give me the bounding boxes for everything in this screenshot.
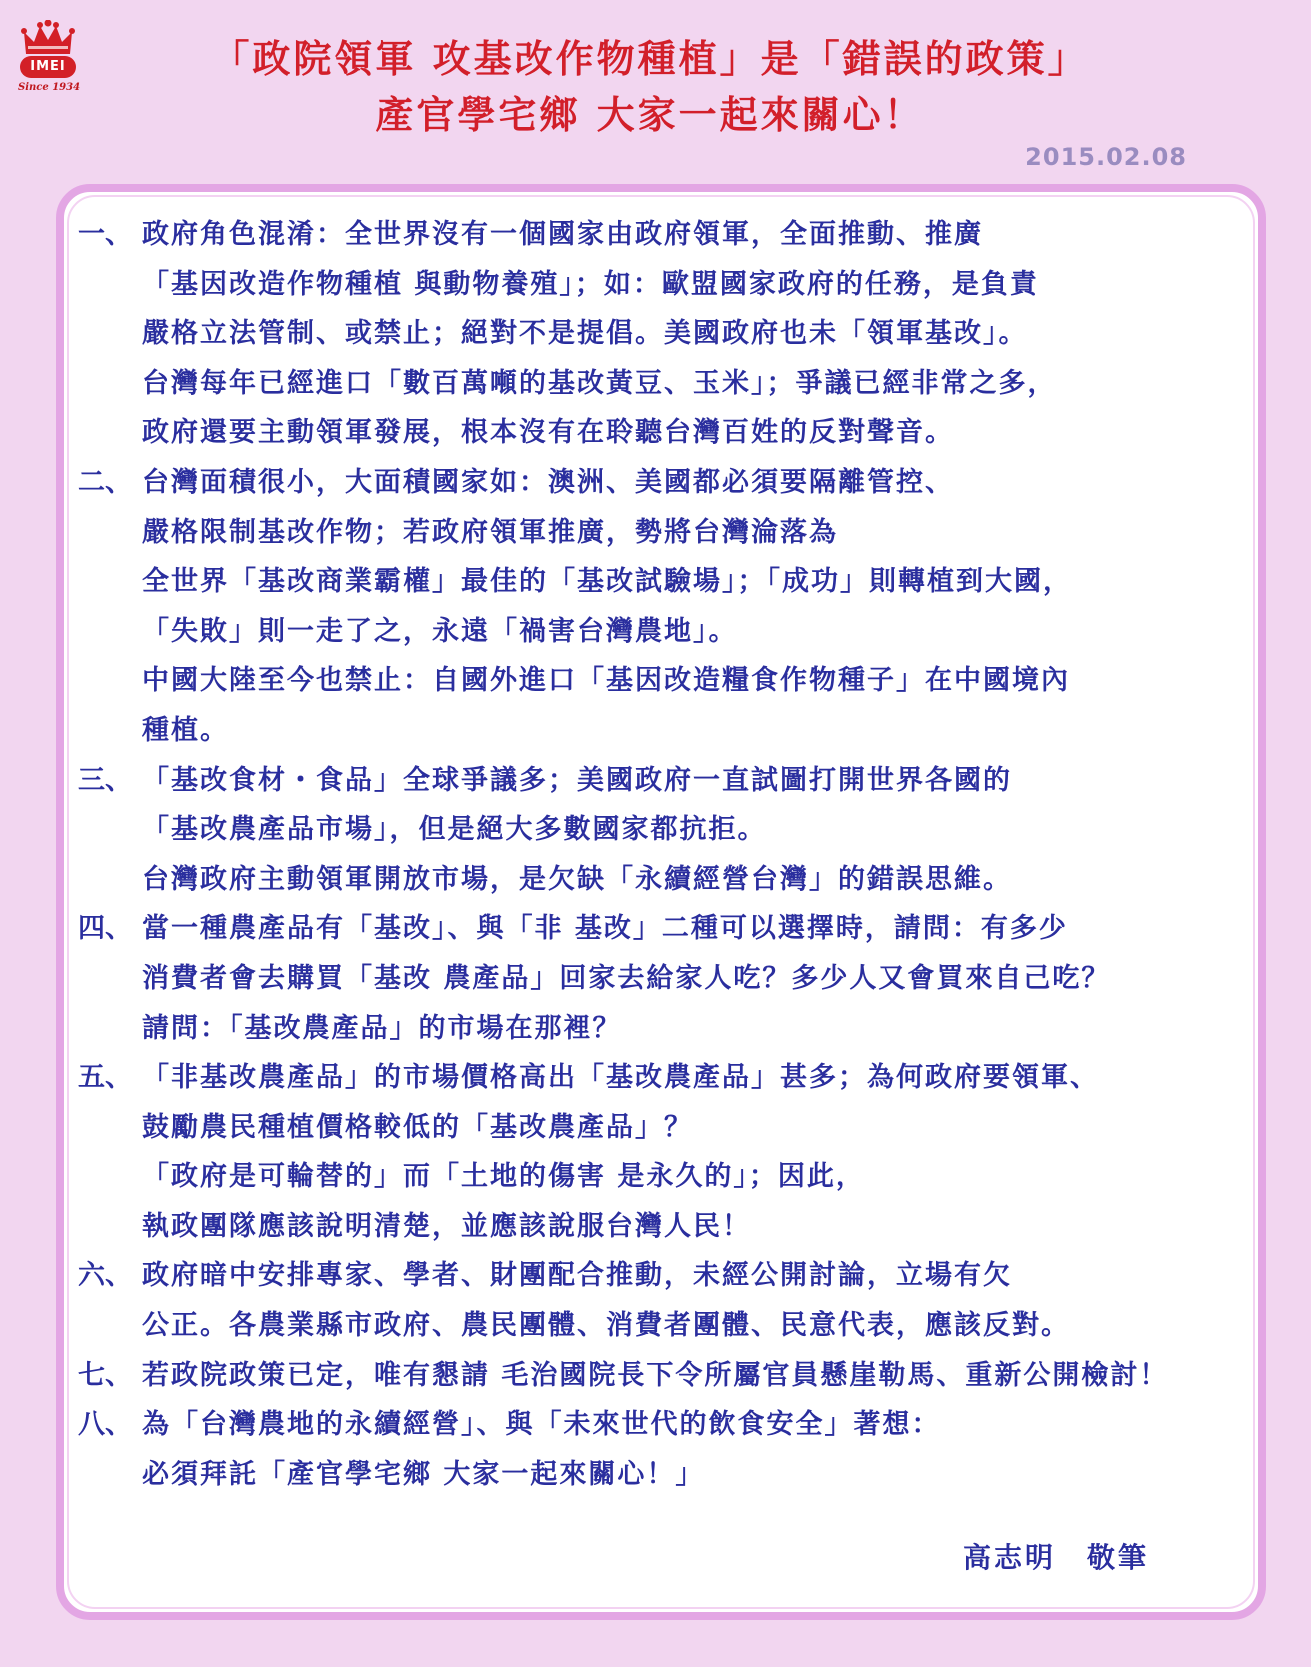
logo-since-text: Since 1934 bbox=[17, 82, 81, 93]
statement-number: 七、 bbox=[78, 1359, 132, 1391]
statement-line: 台灣面積很小，大面積國家如：澳洲、美國都必須要隔離管控、 bbox=[142, 466, 954, 498]
author-signature: 高志明 敬筆 bbox=[962, 1541, 1149, 1574]
statement-number: 三、 bbox=[78, 764, 132, 796]
statement-line: 「政府是可輪替的」而「土地的傷害 是永久的」；因此， bbox=[142, 1161, 865, 1193]
statement-line: 「非基改農產品」的市場價格高出「基改農產品」甚多；為何政府要領軍、 bbox=[142, 1062, 1099, 1094]
statement-line: 「基改食材・食品」全球爭議多；美國政府一直試圖打開世界各國的 bbox=[142, 764, 1012, 796]
statement-item bbox=[78, 904, 1278, 1053]
statement-line: 「基改農產品市場」，但是絕大多數國家都抗拒。 bbox=[142, 814, 767, 846]
statement-number: 二、 bbox=[78, 466, 132, 498]
statement-line: 當一種農產品有「基改」、與「非 基改」二種可以選擇時，請問：有多少 bbox=[142, 913, 1068, 945]
statement-line: 消費者會去購買「基改 農產品」回家去給家人吃？多少人又會買來自己吃？ bbox=[142, 962, 1111, 994]
statement-number: 一、 bbox=[78, 219, 132, 250]
statement-item bbox=[78, 1400, 1278, 1499]
statement-item bbox=[78, 1251, 1278, 1350]
statement-line: 政府暗中安排專家、學者、財團配合推動，未經公開討論，立場有欠 bbox=[142, 1260, 1012, 1292]
statement-line: 「失敗」則一走了之，永遠「禍害台灣農地」。 bbox=[142, 615, 738, 647]
statement-line: 政府還要主動領軍發展，根本沒有在聆聽台灣百姓的反對聲音。 bbox=[142, 417, 954, 449]
statement-number: 八、 bbox=[78, 1409, 132, 1441]
statement-line: 若政院政策已定，唯有懇請 毛治國院長下令所屬官員懸崖勒馬、重新公開檢討！ bbox=[142, 1359, 1169, 1391]
headline-line-1: 「政院領軍 攻基改作物種植」是「錯誤的政策」 bbox=[211, 37, 1089, 81]
statement-line: 台灣政府主動領軍開放市場，是欠缺「永續經營台灣」的錯誤思維。 bbox=[142, 863, 1012, 895]
statement-item bbox=[78, 1351, 1278, 1401]
statement-line: 執政團隊應該說明清楚，並應該說服台灣人民！ bbox=[142, 1210, 751, 1242]
statement-item bbox=[78, 458, 1278, 756]
statement-line: 嚴格立法管制、或禁止；絕對不是提倡。美國政府也未「領軍基改」。 bbox=[142, 318, 1028, 350]
statement-line: 中國大陸至今也禁止：自國外進口「基因改造糧食作物種子」在中國境內 bbox=[142, 665, 1070, 697]
logo-brand-text: IMEI bbox=[20, 56, 76, 78]
statement-number: 五、 bbox=[78, 1062, 132, 1094]
statement-number: 四、 bbox=[78, 913, 132, 945]
statement-line: 全世界「基改商業霸權」最佳的「基改試驗場」；「成功」則轉植到大國， bbox=[142, 566, 1072, 598]
statement-line: 嚴格限制基改作物；若政府領軍推廣，勢將台灣淪落為 bbox=[142, 516, 838, 548]
statement-number: 六、 bbox=[78, 1260, 132, 1292]
imei-logo bbox=[16, 20, 80, 100]
headline-line-2: 產官學宅鄉 大家一起來關心！ bbox=[375, 93, 925, 137]
statement-line: 「基因改造作物種植 與動物養殖」；如：歐盟國家政府的任務，是負責 bbox=[142, 268, 1039, 300]
statement-item bbox=[78, 210, 1278, 458]
statement-line: 台灣每年已經進口「數百萬噸的基改黃豆、玉米」；爭議已經非常之多， bbox=[142, 367, 1057, 399]
statement-line: 為「台灣農地的永續經營」、與「未來世代的飲食安全」著想： bbox=[142, 1409, 941, 1441]
statement-line: 公正。各農業縣市政府、農民團體、消費者團體、民意代表，應該反對。 bbox=[142, 1310, 1070, 1342]
statement-line: 請問：「基改農產品」的市場在那裡？ bbox=[142, 1012, 622, 1044]
document-date: 2015.02.08 bbox=[1025, 143, 1187, 171]
statement-item bbox=[78, 756, 1278, 905]
statement-line: 鼓勵農民種植價格較低的「基改農產品」？ bbox=[142, 1111, 693, 1143]
statement-item bbox=[78, 1053, 1278, 1251]
statement-list bbox=[78, 210, 1278, 1499]
statement-line: 必須拜託「產官學宅鄉 大家一起來關心！」 bbox=[142, 1458, 705, 1490]
statement-line: 政府角色混淆：全世界沒有一個國家由政府領軍，全面推動、推廣 bbox=[142, 219, 983, 250]
statement-line: 種植。 bbox=[142, 714, 229, 746]
